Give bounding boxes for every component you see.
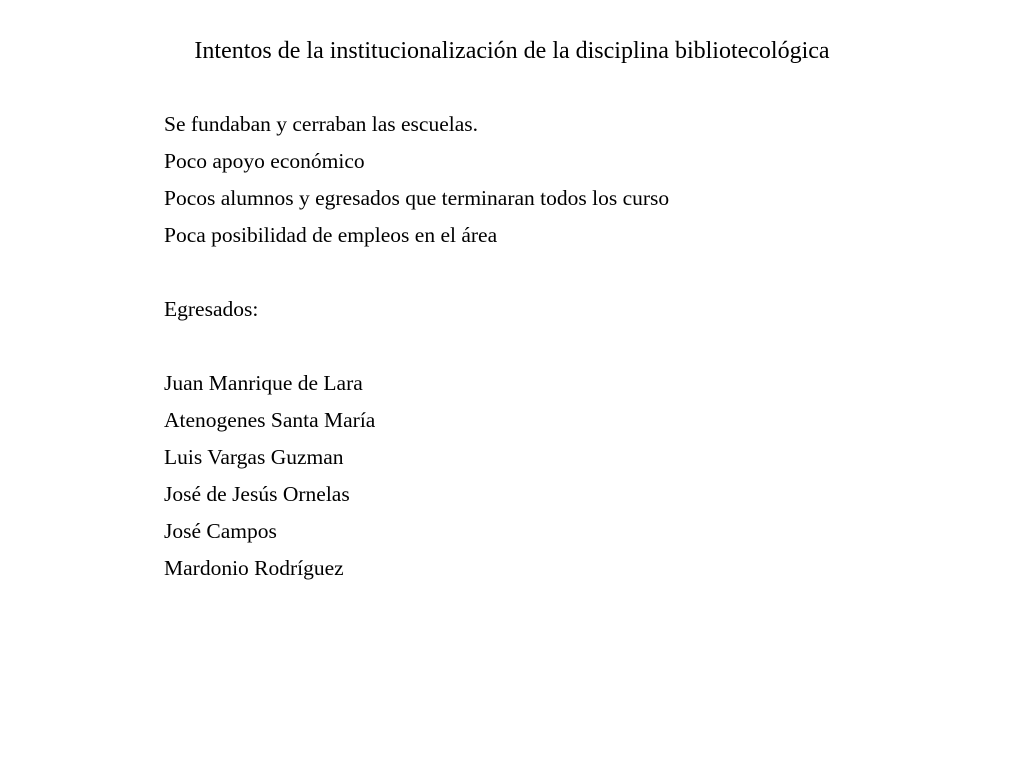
blank-line	[164, 328, 669, 365]
graduate-name: José de Jesús Ornelas	[164, 482, 350, 506]
graduate-name: Juan Manrique de Lara	[164, 371, 363, 395]
graduate-name: Luis Vargas Guzman	[164, 445, 344, 469]
graduates-heading: Egresados:	[164, 297, 259, 321]
slide-title: Intentos de la institucionalización de la disciplina bibliotecológica	[194, 38, 830, 64]
point-item: Pocos alumnos y egresados que terminaran todos los curso	[164, 186, 670, 210]
point-item: Se fundaban y cerraban las escuelas.	[164, 112, 478, 136]
point-item: Poca posibilidad de empleos en el área	[164, 223, 498, 247]
graduate-name: Atenogenes Santa María	[164, 408, 376, 432]
graduate-name: Mardonio Rodríguez	[164, 556, 344, 580]
slide-body	[164, 106, 669, 587]
point-item: Poco apoyo económico	[164, 149, 365, 173]
blank-line	[164, 254, 669, 291]
graduate-name: José Campos	[164, 519, 277, 543]
